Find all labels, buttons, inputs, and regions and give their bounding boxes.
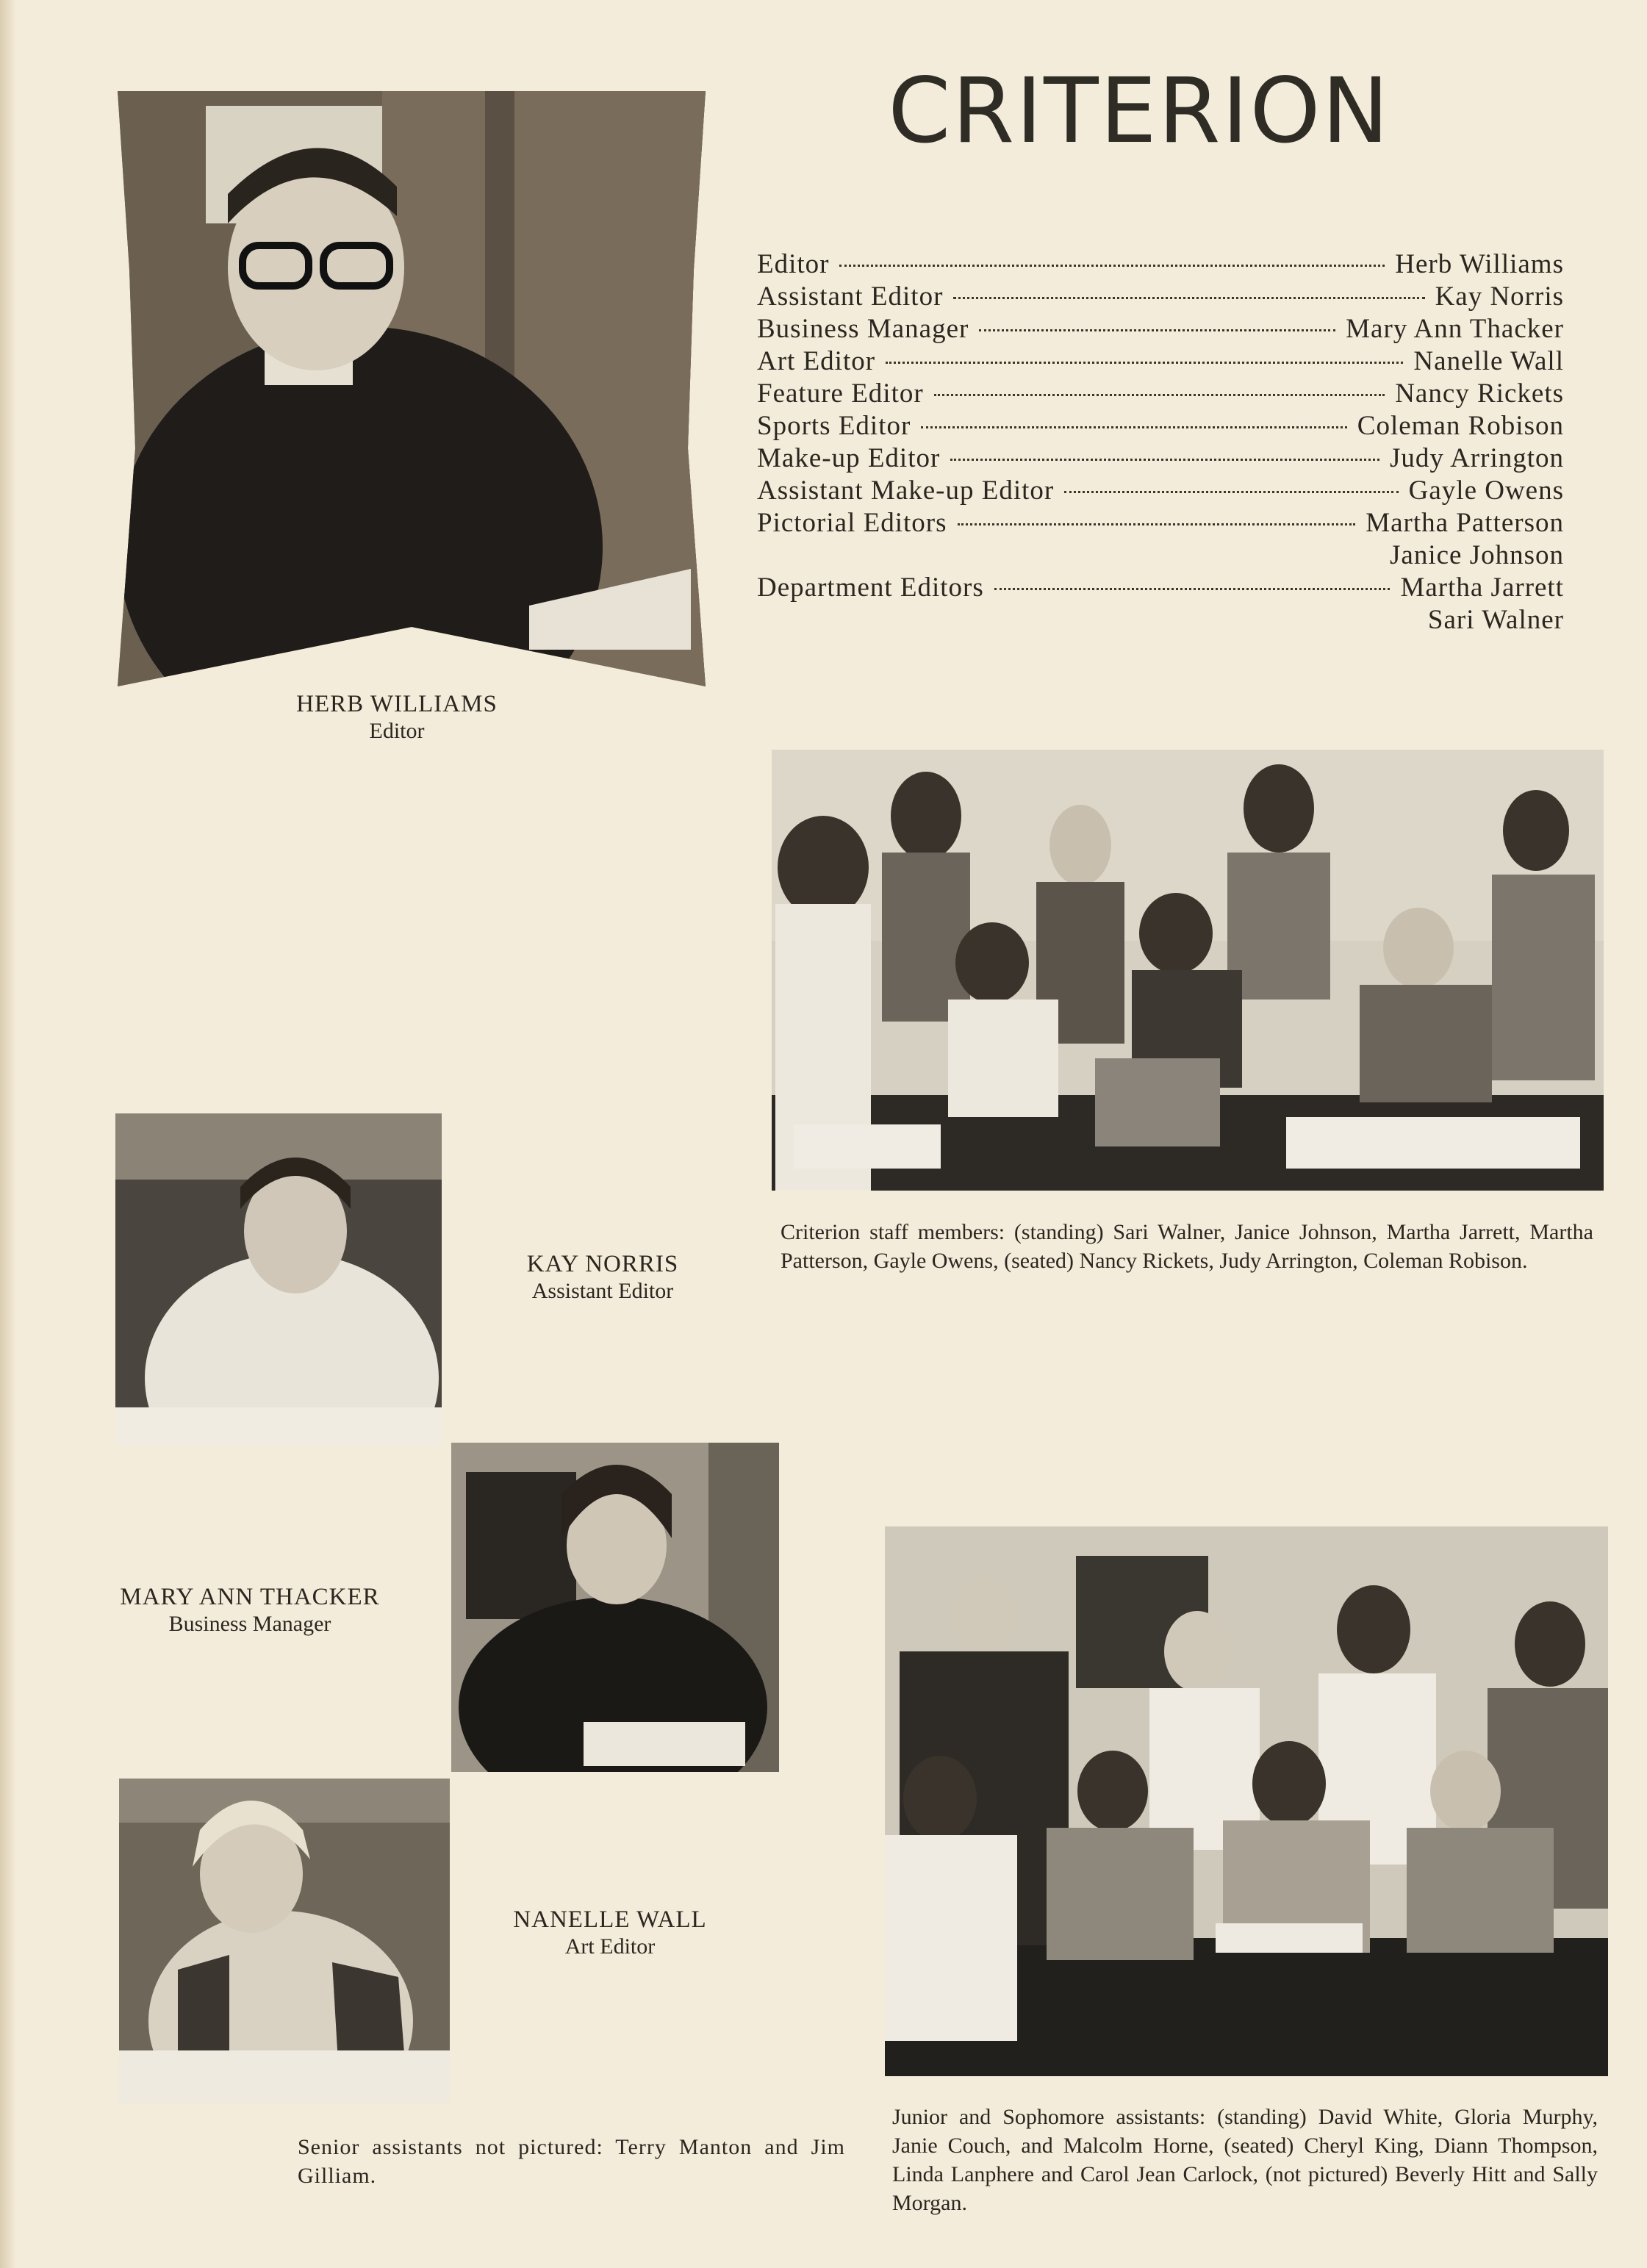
nanelle-wall-photo <box>119 1779 450 2103</box>
herb-williams-caption: HERB WILLIAMS Editor <box>296 691 498 743</box>
masthead-row: Feature Editor Nancy Rickets <box>757 378 1564 409</box>
kay-norris-caption: KAY NORRIS Assistant Editor <box>526 1251 679 1303</box>
masthead-row-continued: Sari Walner <box>1427 605 1564 635</box>
nanelle-wall-caption: NANELLE WALL Art Editor <box>513 1906 707 1959</box>
dot-leader <box>934 394 1385 396</box>
kay-norris-photo <box>115 1113 442 1446</box>
dot-leader <box>994 588 1391 590</box>
masthead-row: Business Manager Mary Ann Thacker <box>757 314 1564 344</box>
masthead-row: Assistant Make-up Editor Gayle Owens <box>757 476 1564 506</box>
masthead-row: Editor Herb Williams <box>757 249 1564 279</box>
dot-leader <box>958 523 1356 525</box>
dot-leader <box>950 459 1379 461</box>
staff-masthead <box>757 248 1564 636</box>
mary-ann-thacker-caption: MARY ANN THACKER Business Manager <box>120 1584 380 1636</box>
mary-ann-thacker-photo <box>451 1443 779 1772</box>
page-binding-edge <box>0 0 16 2268</box>
masthead-row: Pictorial Editors Martha Patterson <box>757 508 1564 538</box>
junior-sophomore-assistants-photo <box>885 1526 1608 2076</box>
dot-leader <box>921 426 1346 428</box>
dot-leader <box>1064 491 1398 493</box>
junior-sophomore-caption: Junior and Sophomore assistants: (standing) David White, Gloria Murphy, Janie Couch, and Malcolm Horne, (seated) Cheryl King, Diann Thompson, Linda Lanphere and Carol Jean Carlock, (not pictured) Beverly Hitt and Sally Morgan. <box>892 2105 1598 2215</box>
masthead-row: Department Editors Martha Jarrett <box>757 573 1564 603</box>
masthead-row: Make-up Editor Judy Arrington <box>757 443 1564 473</box>
dot-leader <box>886 362 1403 364</box>
dot-leader <box>979 329 1335 331</box>
herb-williams-photo <box>118 91 706 686</box>
page-title: CRITERION <box>888 59 1391 163</box>
criterion-staff-group-photo <box>772 750 1604 1191</box>
masthead-row-continued: Janice Johnson <box>1390 540 1564 570</box>
dot-leader <box>953 297 1424 299</box>
senior-assistants-caption: Senior assistants not pictured: Terry Manton and Jim Gilliam. <box>298 2135 845 2188</box>
staff-photo-caption: Criterion staff members: (standing) Sari Walner, Janice Johnson, Martha Jarrett, Martha Patterson, Gayle Owens, (seated) Nancy Rickets, Judy Arrington, Coleman Robison. <box>781 1220 1593 1273</box>
masthead-row: Art Editor Nanelle Wall <box>757 346 1564 376</box>
masthead-row: Sports Editor Coleman Robison <box>757 411 1564 441</box>
dot-leader <box>839 265 1385 267</box>
masthead-row: Assistant Editor Kay Norris <box>757 281 1564 312</box>
